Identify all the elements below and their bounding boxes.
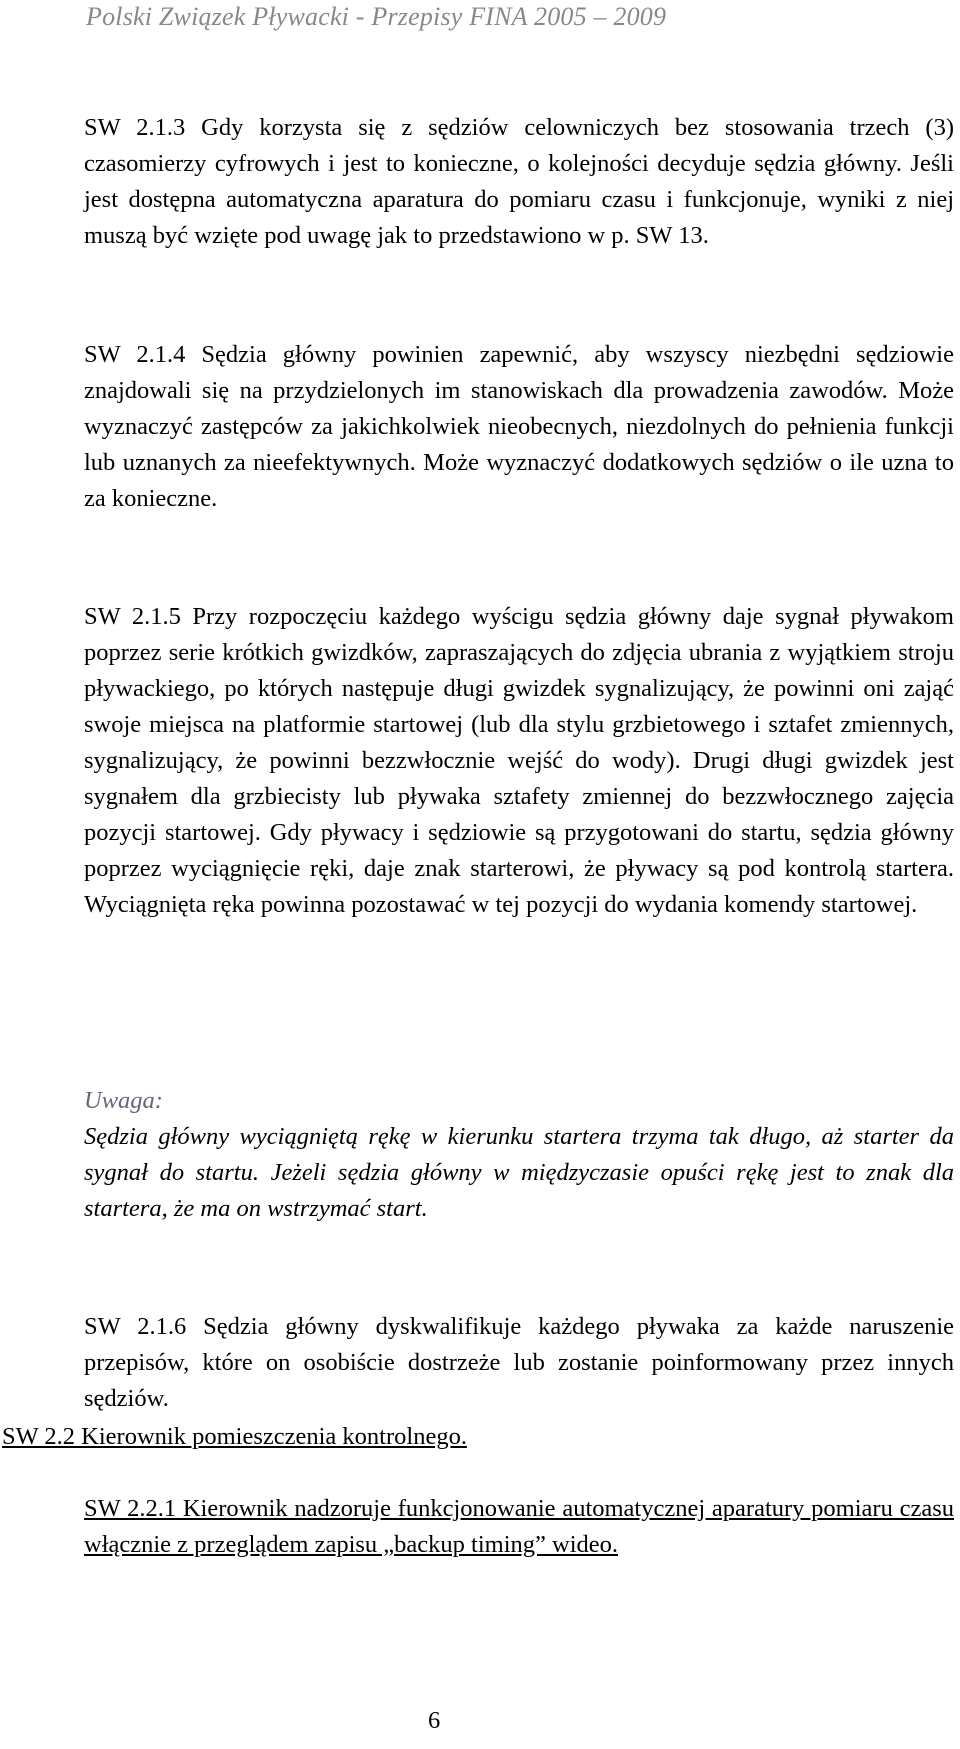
- paragraph-sw-2-1-4: SW 2.1.4 Sędzia główny powinien zapewnić, aby wszyscy niezbędni sędziowie znajdowali się na przydzielonych im stanowiskach dla prowadzenia zawodów. Może wyznaczyć zastępców za jakichkolwiek nieobecnych, niezdolnych do pełnienia funkcji lub uznanych za nieefektywnych. Może wyznaczyć dodatkowych sędziów o ile uzna to za konieczne.: [84, 341, 954, 512]
- paragraph-sw-2-1-6: SW 2.1.6 Sędzia główny dyskwalifikuje każdego pływaka za każde naruszenie przepisów, które on osobiście dostrzeże lub zostanie poinformowany przez innych sędziów.: [84, 1313, 954, 1412]
- note-title: Uwaga:: [84, 1087, 163, 1114]
- section-heading-sw-2-2: SW 2.2 Kierownik pomieszczenia kontrolnego.: [2, 1423, 467, 1450]
- page-header-title: Polski Związek Pływacki - Przepisy FINA 2005 – 2009: [86, 2, 667, 31]
- note-text: Sędzia główny wyciągniętą rękę w kierunku startera trzyma tak długo, aż starter da sygnał do startu. Jeżeli sędzia główny w międzyczasie opuści rękę jest to znak dla startera, że ma on wstrzymać start.: [84, 1123, 954, 1222]
- paragraph-sw-2-2-1: SW 2.2.1 Kierownik nadzoruje funkcjonowanie automatycznej aparatury pomiaru czasu włącznie z przeglądem zapisu „backup timing” wideo.: [84, 1495, 954, 1558]
- paragraph-sw-2-1-5: SW 2.1.5 Przy rozpoczęciu każdego wyścigu sędzia główny daje sygnał pływakom poprzez serie krótkich gwizdków, zapraszających do zdjęcia ubrania z wyjątkiem stroju pływackiego, po których następuje długi gwizdek sygnalizujący, że powinni oni zająć swoje miejsca na platformie startowej (lub dla stylu grzbietowego i sztafet zmiennych, sygnalizujący, że powinni bezzwłocznie wejść do wody). Drugi długi gwizdek jest sygnałem dla grzbiecisty lub pływaka sztafety zmiennej do bezzwłocznego zajęcia pozycji startowej. Gdy pływacy i sędziowie są przygotowani do startu, sędzia główny poprzez wyciągnięcie ręki, daje znak starterowi, że pływacy są pod kontrolą startera. Wyciągnięta ręka powinna pozostawać w tej pozycji do wydania komendy startowej.: [84, 603, 954, 918]
- paragraph-sw-2-1-3: SW 2.1.3 Gdy korzysta się z sędziów celowniczych bez stosowania trzech (3) czasomierzy cyfrowych i jest to konieczne, o kolejności decyduje sędzia główny. Jeśli jest dostępna automatyczna aparatura do pomiaru czasu i funkcjonuje, wyniki z niej muszą być wzięte pod uwagę jak to przedstawiono w p. SW 13.: [84, 114, 954, 249]
- note-block: [84, 1083, 954, 1227]
- page-number: 6: [428, 1707, 441, 1734]
